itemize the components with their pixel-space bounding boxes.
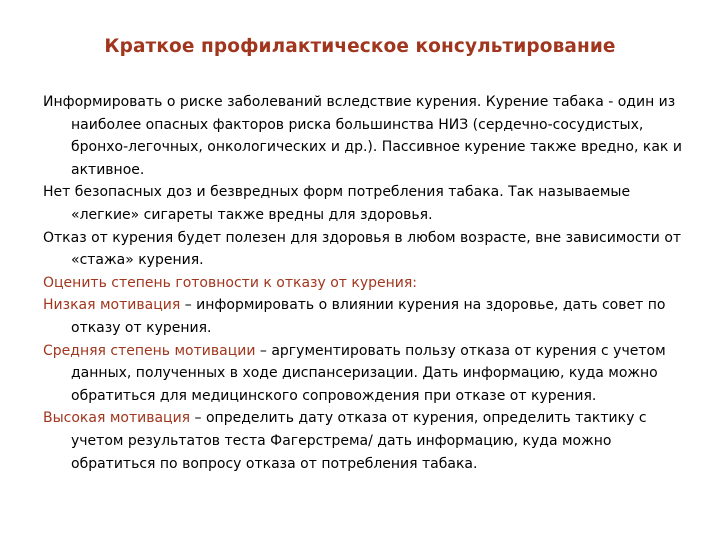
- slide-body: [43, 91, 693, 475]
- slide-title: Краткое профилактическое консультирование: [104, 36, 616, 57]
- paragraph-assess-readiness: [43, 272, 693, 295]
- paragraph-text: Отказ от курения будет полезен для здоровья в любом возрасте, вне зависимости от «стажа» курения.: [43, 229, 682, 269]
- paragraph-high-motivation: [43, 407, 693, 475]
- paragraph-no-safe-dose: [43, 181, 693, 226]
- paragraph-lead: Средняя степень мотивации: [43, 342, 256, 359]
- paragraph-text: – аргументировать пользу отказа от курения с учетом данных, полученных в ходе диспансеризации. Дать информацию, куда можно обратиться для медицинского сопровождения при отказе от курения.: [71, 342, 666, 404]
- paragraph-low-motivation: [43, 294, 693, 339]
- paragraph-lead: Низкая мотивация: [43, 297, 181, 314]
- paragraph-text: – информировать о влиянии курения на здоровье, дать совет по отказу от курения.: [71, 297, 666, 336]
- paragraph-risk-info: [43, 91, 693, 181]
- paragraph-text: – определить дату отказа от курения, определить тактику с учетом результатов теста Фагерстрема/ дать информацию, куда можно обратиться по вопросу отказа от потребления табака.: [71, 410, 647, 472]
- paragraph-text: Информировать о риске заболеваний вследствие курения. Курение табака - один из наиболее опасных факторов риска большинства НИЗ (сердечно-сосудистых, бронхо-легочных, онкологических и др.). Пассивное курение также вредно, как и активное.: [43, 94, 682, 178]
- paragraph-lead: Высокая мотивация: [43, 410, 191, 427]
- paragraph-text: Нет безопасных доз и безвредных форм потребления табака. Так называемые «легкие» сигареты также вредны для здоровья.: [43, 184, 631, 223]
- paragraph-quit-benefit: [43, 227, 693, 272]
- paragraph-medium-motivation: [43, 340, 693, 408]
- paragraph-lead: Оценить степень готовности к отказу от курения:: [43, 274, 418, 291]
